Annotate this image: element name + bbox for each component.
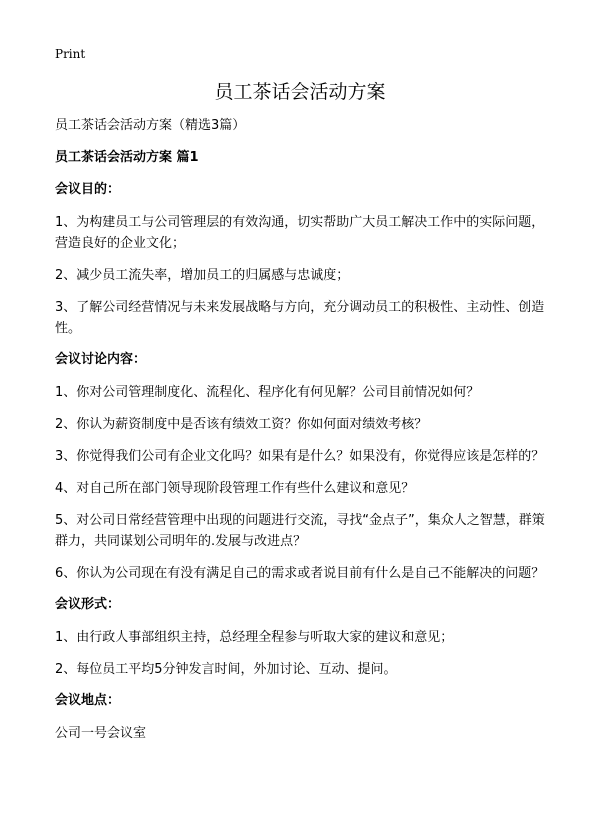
paragraph: 3、了解公司经营情况与未来发展战略与方向，充分调动员工的积极性、主动性、创造性。 (55, 300, 545, 336)
paragraph: 5、对公司日常经营管理中出现的问题进行交流，寻找“金点子”，集众人之智慧，群策群力，共同谋划公司明年的.发展与改进点？ (55, 513, 545, 549)
paragraph: 1、你对公司管理制度化、流程化、程序化有何见解？公司目前情况如何？ (55, 385, 480, 400)
paragraph: 1、由行政人事部组织主持，总经理全程参与听取大家的建议和意见； (55, 630, 454, 645)
article-title: 员工茶话会活动方案 篇1 (55, 150, 199, 165)
paragraph: 2、你认为薪资制度中是否该有绩效工资？你如何面对绩效考核？ (55, 417, 428, 432)
page-title: 员工茶话会活动方案 (214, 81, 386, 103)
paragraph: 6、你认为公司现在有没有满足自己的需求或者说目前有什么是自己不能解决的问题？ (55, 566, 545, 581)
paragraph: 公司一号会议室 (55, 726, 147, 741)
paragraph: 2、减少员工流失率，增加员工的归属感与忠诚度； (55, 268, 350, 283)
document-subtitle: 员工茶话会活动方案（精选3篇） (55, 118, 246, 133)
paragraph: 1、为构建员工与公司管理层的有效沟通，切实帮助广大员工解决工作中的实际问题，营造良好的企业文化； (55, 215, 545, 251)
section-heading-format: 会议形式： (55, 597, 121, 612)
print-link[interactable]: Print (55, 47, 86, 61)
section-heading-location: 会议地点： (55, 693, 121, 708)
paragraph: 2、每位员工平均5分钟发言时间，外加讨论、互动、提问。 (55, 662, 397, 677)
section-heading-purpose: 会议目的： (55, 182, 121, 197)
section-heading-discussion: 会议讨论内容： (55, 352, 147, 367)
paragraph: 3、你觉得我们公司有企业文化吗？如果有是什么？如果没有，你觉得应该是怎样的？ (55, 449, 545, 464)
paragraph: 4、对自己所在部门领导现阶段管理工作有些什么建议和意见？ (55, 481, 415, 496)
